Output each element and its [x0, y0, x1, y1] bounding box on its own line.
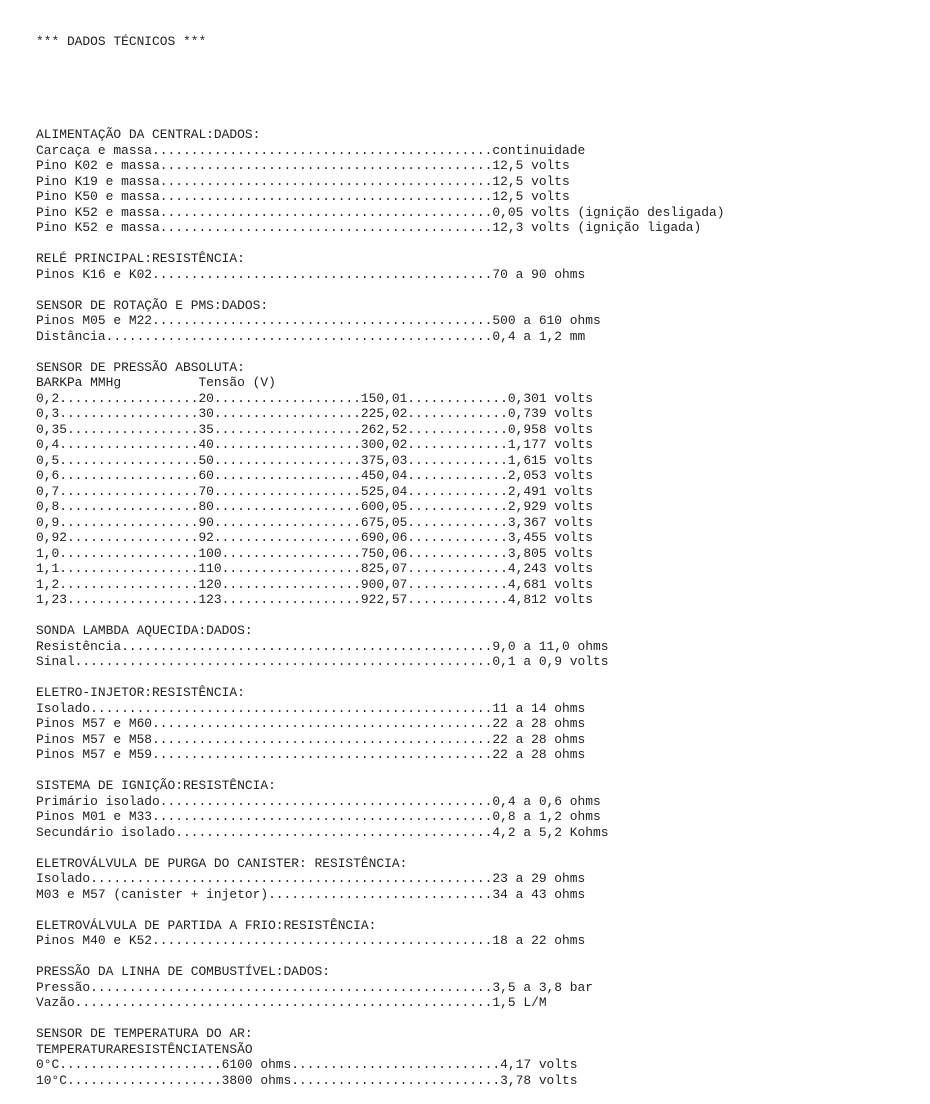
spec-line: M03 e M57 (canister + injetor).............................34 a 43 ohms	[36, 886, 586, 902]
section-heading: ELETROVÁLVULA DE PARTIDA A FRIO:RESISTÊNCIA:	[36, 917, 377, 933]
blank-line	[36, 902, 724, 918]
spec-line: Pinos M57 e M58............................................22 a 28 ohms	[36, 731, 586, 747]
blank-line	[36, 840, 724, 856]
section-heading: PRESSÃO DA LINHA DE COMBUSTÍVEL:DADOS:	[36, 964, 330, 979]
spec-line: Pinos M57 e M60............................................22 a 28 ohms	[36, 716, 586, 731]
spec-line: Secundário isolado.........................................4,2 a 5,2 Kohms	[36, 824, 609, 840]
spec-line: Isolado....................................................23 a 29 ohms	[36, 871, 586, 886]
spec-line: 0,4..................40...................300,02.............1,177 volts	[36, 437, 593, 452]
spec-line: Pino K50 e massa...........................................12,5 volts	[36, 189, 570, 204]
spec-line: Pinos M05 e M22............................................500 a 610 ohms	[36, 313, 601, 328]
spec-line: 0,92.................92...................690,06.............3,455 volts	[36, 530, 593, 545]
spec-line: Pinos K16 e K02............................................70 a 90 ohms	[36, 266, 586, 282]
spec-line: Pino K52 e massa...........................................0,05 volts (ignição desligada)	[36, 204, 725, 220]
blank-line	[36, 344, 724, 360]
spec-line: 0°C.....................6100 ohms...........................4,17 volts	[36, 1057, 578, 1072]
spec-line: 0,8..................80...................600,05.............2,929 volts	[36, 499, 593, 514]
spec-line: Pinos M40 e K52............................................18 a 22 ohms	[36, 933, 586, 948]
section-heading: ELETRO-INJETOR:RESISTÊNCIA:	[36, 685, 245, 700]
section-heading: ALIMENTAÇÃO DA CENTRAL:DADOS:	[36, 127, 261, 142]
spec-line: Carcaça e massa............................................continuidade	[36, 142, 586, 158]
spec-line: 0,2..................20...................150,01.............0,301 volts	[36, 390, 593, 406]
spec-line: Pino K02 e massa...........................................12,5 volts	[36, 158, 570, 173]
blank-line	[36, 949, 724, 965]
spec-line: Pino K19 e massa...........................................12,5 volts	[36, 173, 570, 189]
spec-section	[36, 685, 724, 778]
blank-line	[36, 236, 724, 252]
spec-line: Primário isolado...........................................0,4 a 0,6 ohms	[36, 793, 601, 809]
blank-line	[36, 608, 724, 624]
section-heading: RELÉ PRINCIPAL:RESISTÊNCIA:	[36, 251, 245, 266]
spec-line: BARKPa MMHg Tensão (V)	[36, 375, 276, 390]
spec-line: Distância..................................................0,4 a 1,2 mm	[36, 328, 586, 344]
spec-section	[36, 360, 724, 624]
section-heading: SISTEMA DE IGNIÇÃO:RESISTÊNCIA:	[36, 778, 276, 793]
spec-section	[36, 251, 724, 298]
spec-line: Sinal......................................................0,1 a 0,9 volts	[36, 654, 609, 669]
spec-section	[36, 856, 724, 918]
spec-line: TEMPERATURARESISTÊNCIATENSÃO	[36, 1041, 253, 1057]
section-heading: SONDA LAMBDA AQUECIDA:DADOS:	[36, 623, 253, 638]
spec-line: Resistência................................................9,0 a 11,0 ohms	[36, 638, 609, 654]
spec-line: 10°C....................3800 ohms...........................3,78 volts	[36, 1072, 578, 1088]
spec-line: 1,23.................123..................922,57.............4,812 volts	[36, 592, 593, 607]
spec-section	[36, 127, 724, 251]
section-heading: SENSOR DE TEMPERATURA DO AR:	[36, 1026, 253, 1041]
spec-section	[36, 918, 724, 965]
blank-line	[36, 763, 724, 779]
blank-line	[36, 1011, 724, 1027]
spec-section	[36, 964, 724, 1026]
spec-line: Pinos M01 e M33............................................0,8 a 1,2 ohms	[36, 809, 601, 824]
spec-line: Pino K52 e massa...........................................12,3 volts (ignição ligada)	[36, 220, 702, 235]
section-heading: SENSOR DE PRESSÃO ABSOLUTA:	[36, 359, 245, 375]
spec-section	[36, 298, 724, 360]
sections-container	[36, 127, 724, 1088]
blank-line	[36, 81, 724, 97]
spec-line: 1,1..................110..................825,07.............4,243 volts	[36, 561, 593, 576]
spec-line: 0,5..................50...................375,03.............1,615 volts	[36, 452, 593, 468]
section-heading: SENSOR DE ROTAÇÃO E PMS:DADOS:	[36, 297, 269, 313]
spec-line: 0,3..................30...................225,02.............0,739 volts	[36, 406, 593, 421]
spec-line: Pressão....................................................3,5 a 3,8 bar	[36, 979, 593, 995]
spec-line: Isolado....................................................11 a 14 ohms	[36, 700, 586, 716]
spec-section	[36, 778, 724, 856]
spec-line: Vazão......................................................1,5 L/M	[36, 995, 547, 1010]
spec-line: 1,2..................120..................900,07.............4,681 volts	[36, 576, 593, 592]
spec-line: 1,0..................100..................750,06.............3,805 volts	[36, 545, 593, 561]
spec-line: 0,9..................90...................675,05.............3,367 volts	[36, 514, 593, 530]
spec-line: 0,6..................60...................450,04.............2,053 volts	[36, 468, 593, 483]
document-title: *** DADOS TÉCNICOS ***	[36, 34, 207, 49]
section-heading: ELETROVÁLVULA DE PURGA DO CANISTER: RESISTÊNCIA:	[36, 855, 408, 871]
spec-section	[36, 1026, 724, 1088]
spec-line: 0,35.................35...................262,52.............0,958 volts	[36, 421, 593, 437]
blank-line	[36, 282, 724, 298]
spec-line: 0,7..................70...................525,04.............2,491 volts	[36, 483, 593, 499]
blank-line	[36, 670, 724, 686]
spec-line: Pinos M57 e M59............................................22 a 28 ohms	[36, 747, 586, 762]
technical-data-document	[36, 3, 724, 1104]
spec-section	[36, 623, 724, 685]
